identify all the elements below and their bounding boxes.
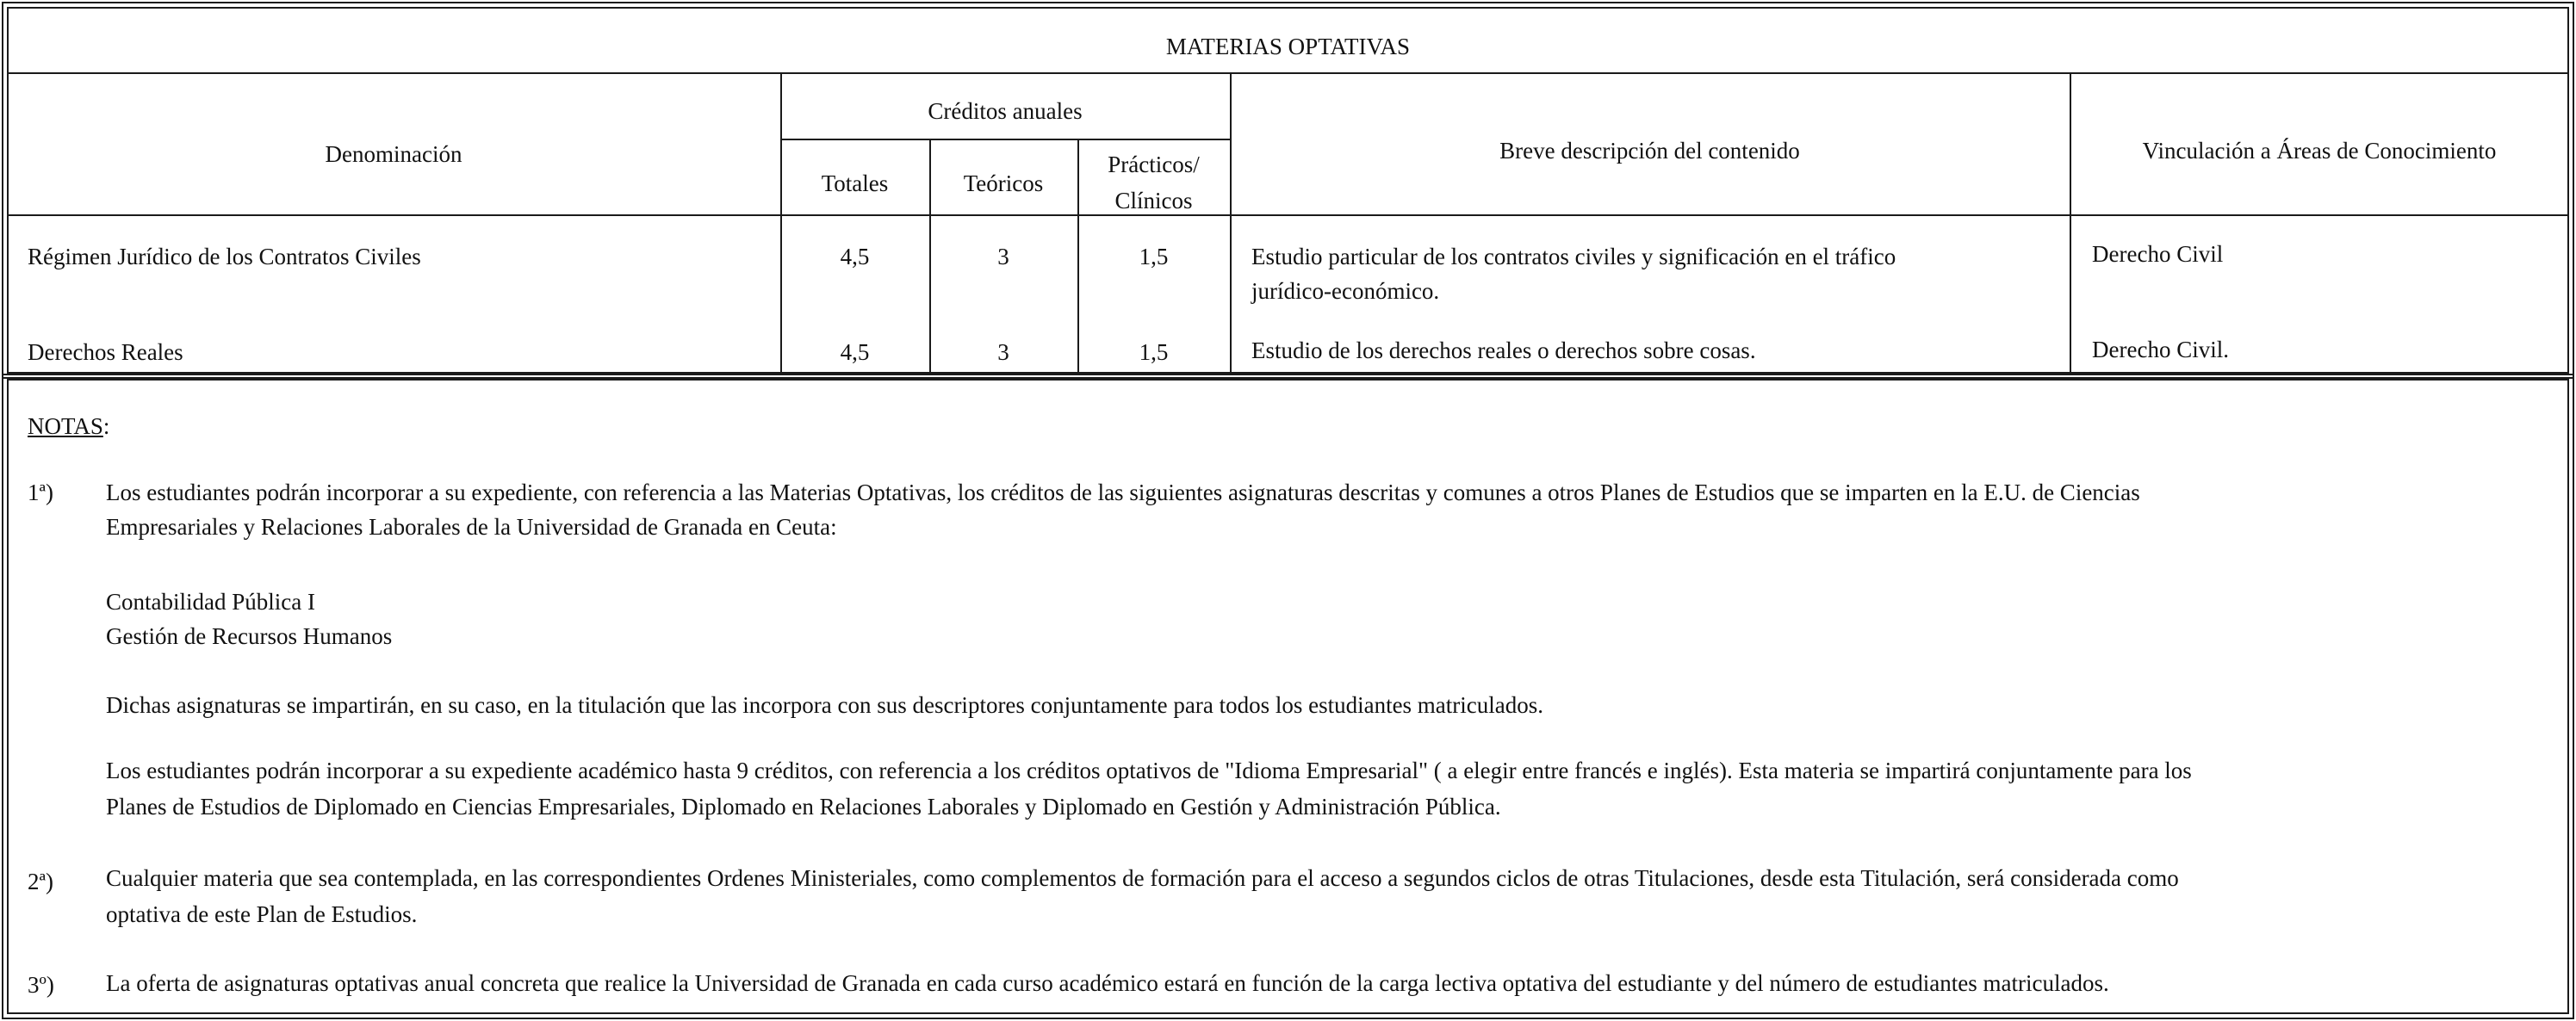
note-2-marker: 2ª)	[28, 869, 53, 894]
row-denominacion: Régimen Jurídico de los Contratos Civiles	[28, 244, 421, 269]
note-1-line2: Empresariales y Relaciones Laborales de la Universidad de Granada en Ceuta:	[106, 514, 837, 540]
header-vinculacion: Vinculación a Áreas de Conocimiento	[2142, 138, 2497, 164]
note-2-line1: Cualquier materia que sea contemplada, en las correspondientes Ordenes Ministeriales, como complementos de formación para el acceso a segundos ciclos de otras Titulaciones, desde esta Titulación, será considerada como	[106, 865, 2179, 891]
header-teoricos: Teóricos	[963, 170, 1044, 196]
note-1-para2: Dichas asignaturas se impartirán, en su caso, en la titulación que las incorpora con sus descriptores conjuntamente para todos los estudiantes matriculados.	[106, 692, 1544, 718]
header-creditos-anuales: Créditos anuales	[928, 98, 1083, 124]
row-descripcion-line1: Estudio particular de los contratos civiles y significación en el tráfico	[1251, 244, 1896, 269]
note-1-line1: Los estudiantes podrán incorporar a su expediente, con referencia a las Materias Optativas, los créditos de las siguientes asignaturas descritas y comunes a otros Planes de Estudios que se imparten en la E.U. de Ciencias	[106, 480, 2140, 505]
row-teoricos: 3	[997, 244, 1009, 269]
note-1-para3-line2: Planes de Estudios de Diplomado en Ciencias Empresariales, Diplomado en Relaciones Laborales y Diplomado en Gestión y Administración Pública.	[106, 794, 1501, 820]
row-totales: 4,5	[840, 244, 870, 269]
row-teoricos: 3	[997, 339, 1009, 365]
row-practicos: 1,5	[1139, 244, 1169, 269]
header-practicos-line1: Prácticos/	[1108, 152, 1200, 177]
table-title: MATERIAS OPTATIVAS	[1165, 34, 1411, 59]
note-3-line1: La oferta de asignaturas optativas anual concreta que realice la Universidad de Granada en cada curso académico estará en función de la carga lectiva optativa del estudiante y del número de estudiantes matriculados.	[106, 970, 2109, 996]
row-vinculacion: Derecho Civil	[2092, 241, 2224, 267]
note-1-subject-2: Gestión de Recursos Humanos	[106, 623, 393, 649]
row-denominacion: Derechos Reales	[28, 339, 183, 365]
row-descripcion-line1: Estudio de los derechos reales o derechos sobre cosas.	[1251, 337, 1756, 363]
header-totales: Totales	[821, 170, 889, 196]
notes-heading-text: NOTAS	[28, 413, 103, 439]
header-denominacion: Denominación	[325, 141, 462, 167]
header-practicos-line2: Clínicos	[1114, 188, 1193, 213]
row-practicos: 1,5	[1139, 339, 1169, 365]
notes-heading	[28, 409, 109, 443]
note-1-subject-1: Contabilidad Pública I	[106, 589, 315, 615]
row-descripcion-line2: jurídico-económico.	[1251, 278, 1440, 304]
note-3-marker: 3º)	[28, 972, 54, 998]
note-1-marker: 1ª)	[28, 480, 53, 505]
row-totales: 4,5	[840, 339, 870, 365]
note-1-para3-line1: Los estudiantes podrán incorporar a su expediente académico hasta 9 créditos, con referencia a los créditos optativos de "Idioma Empresarial" ( a elegir entre francés e inglés). Esta materia se impartirá conjuntamente para los	[106, 758, 2192, 783]
notes-heading-colon: :	[102, 413, 110, 439]
note-2-line2: optativa de este Plan de Estudios.	[106, 901, 418, 927]
header-descripcion: Breve descripción del contenido	[1499, 138, 1800, 164]
row-vinculacion: Derecho Civil.	[2092, 337, 2229, 362]
